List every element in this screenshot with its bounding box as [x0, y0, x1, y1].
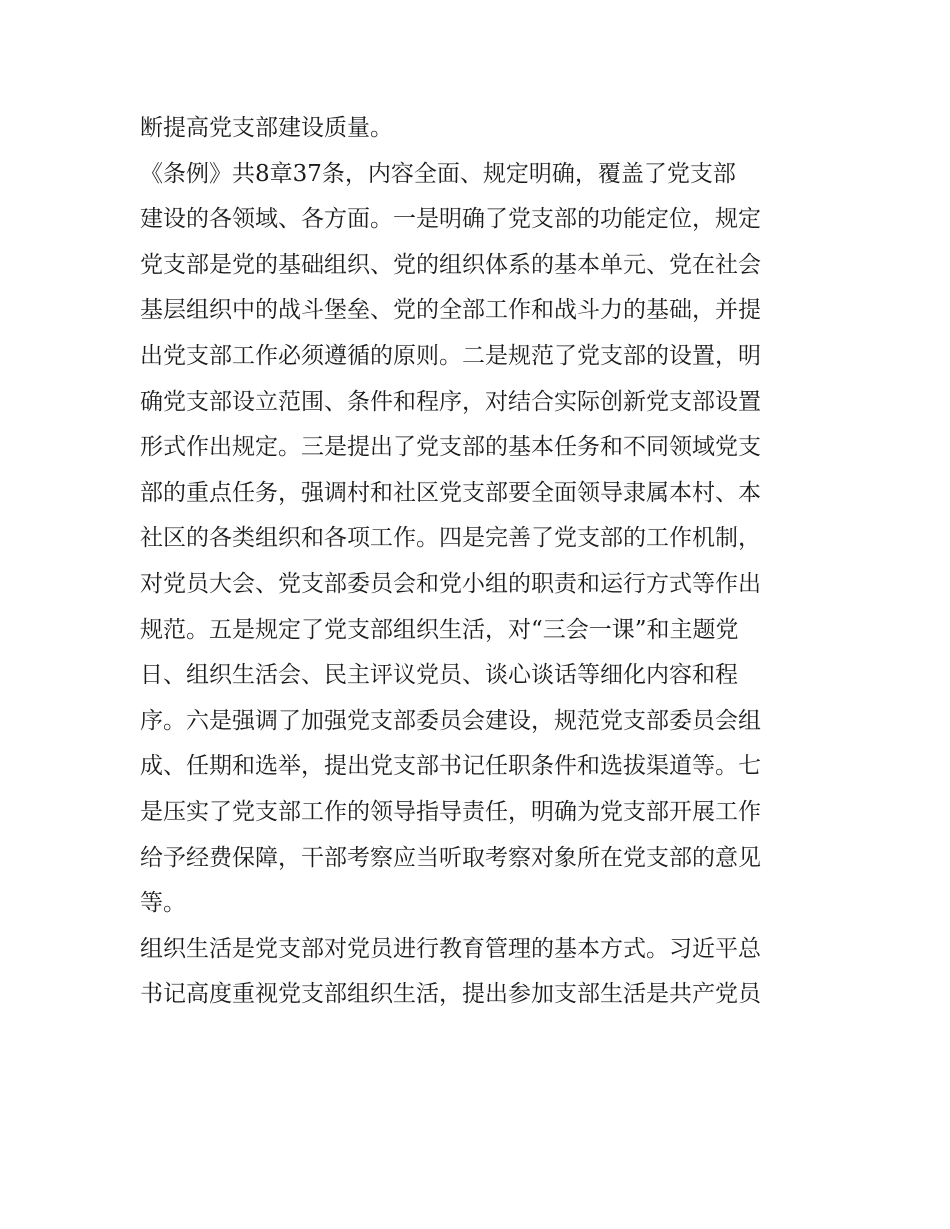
text-line: 建设的各领域、各方面。一是明确了党支部的功能定位，规定 [140, 206, 761, 233]
text-line: 社区的各类组织和各项工作。四是完善了党支部的工作机制， [140, 525, 761, 552]
text-line: 规范。五是规定了党支部组织生活，对“三会一课”和主题党 [140, 616, 739, 643]
text-line: 成、任期和选举，提出党支部书记任职条件和选拔渠道等。七 [140, 753, 761, 780]
text-line: 对党员大会、党支部委员会和党小组的职责和运行方式等作出 [140, 570, 761, 597]
text-line: 党支部是党的基础组织、党的组织体系的基本单元、党在社会 [140, 251, 761, 278]
text-line: 等。 [140, 890, 186, 917]
text-line: 序。六是强调了加强党支部委员会建设，规范党支部委员会组 [140, 707, 761, 734]
text-line: 《条例》共8章37条，内容全面、规定明确，覆盖了党支部 [140, 160, 736, 187]
text-line: 确党支部设立范围、条件和程序，对结合实际创新党支部设置 [140, 388, 761, 415]
text-line: 组织生活是党支部对党员进行教育管理的基本方式。习近平总 [140, 935, 761, 962]
text-line: 形式作出规定。三是提出了党支部的基本任务和不同领域党支 [140, 434, 761, 461]
text-line: 部的重点任务，强调村和社区党支部要全面领导隶属本村、本 [140, 479, 761, 506]
text-line: 日、组织生活会、民主评议党员、谈心谈话等细化内容和程 [140, 662, 738, 689]
text-line: 出党支部工作必须遵循的原则。二是规范了党支部的设置，明 [140, 342, 761, 369]
text-line: 断提高党支部建设质量。 [140, 115, 393, 141]
text-line: 基层组织中的战斗堡垒、党的全部工作和战斗力的基础，并提 [140, 297, 761, 324]
text-line: 给予经费保障，干部考察应当听取考察对象所在党支部的意见 [140, 844, 761, 871]
text-line: 书记高度重视党支部组织生活，提出参加支部生活是共产党员 [140, 981, 761, 1008]
document-body [140, 106, 820, 1018]
text-line: 是压实了党支部工作的领导指导责任，明确为党支部开展工作 [140, 798, 761, 825]
